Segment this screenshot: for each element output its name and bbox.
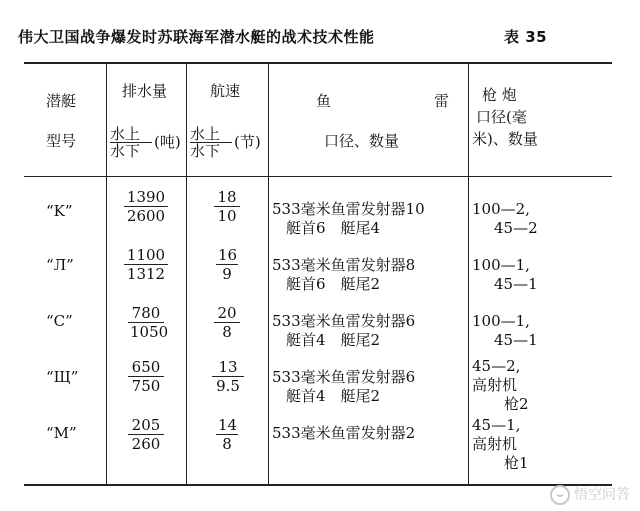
row-type: “Л” — [46, 256, 74, 274]
row-gun-line1: 45—1, — [472, 416, 521, 434]
header-speed-unit: (节) — [234, 133, 261, 151]
row-displacement — [128, 358, 164, 395]
row-displacement-submerged: 2600 — [126, 207, 166, 225]
watermark-text: 悟空问答 — [574, 487, 630, 503]
row-displacement — [128, 304, 169, 341]
row-gun-line3: 枪1 — [504, 454, 529, 472]
row-displacement-surface: 1390 — [124, 188, 168, 207]
header-displacement-fraction — [110, 125, 181, 160]
row-torpedo-line1: 533毫米鱼雷发射器10 — [272, 200, 425, 218]
column-divider — [106, 64, 107, 484]
row-speed-surface: 13 — [212, 358, 244, 377]
row-torpedo-line1: 533毫米鱼雷发射器6 — [272, 368, 416, 386]
header-torpedo-right: 雷 — [434, 92, 450, 110]
header-torpedo-left: 鱼 — [316, 92, 332, 110]
data-table — [24, 62, 612, 486]
header-displacement-surface: 水上 — [110, 126, 152, 143]
row-gun-line1: 100—1, — [472, 312, 530, 330]
row-gun-line2: 高射机 — [472, 435, 518, 453]
row-speed-submerged: 10 — [217, 207, 237, 225]
row-speed-submerged: 9 — [222, 265, 232, 283]
column-divider — [186, 64, 187, 484]
header-speed-surface: 水上 — [190, 126, 232, 143]
column-divider — [268, 64, 269, 484]
header-torpedo-sub: 口径、数量 — [324, 132, 400, 150]
row-displacement — [124, 246, 168, 283]
header-displacement: 排水量 — [122, 82, 168, 100]
row-displacement-surface: 205 — [128, 416, 164, 435]
row-displacement-surface: 1100 — [124, 246, 168, 265]
row-speed-surface: 14 — [218, 416, 238, 434]
row-torpedo-line1: 533毫米鱼雷发射器2 — [272, 424, 416, 442]
row-torpedo-line2: 艇首4 艇尾2 — [286, 331, 381, 349]
row-displacement — [124, 188, 168, 225]
row-speed-submerged: 8 — [222, 323, 232, 341]
row-gun-line1: 100—2, — [472, 200, 530, 218]
row-speed — [216, 246, 238, 283]
row-speed — [212, 358, 244, 395]
header-gun-line3: 米)、数量 — [472, 130, 538, 148]
row-displacement-submerged: 1312 — [126, 265, 166, 283]
row-torpedo-line2: 艇首6 艇尾2 — [286, 275, 381, 293]
row-displacement-submerged: 1050 — [130, 323, 169, 341]
row-speed-surface: 18 — [214, 188, 240, 207]
header-speed-submerged: 水下 — [190, 142, 221, 160]
row-displacement-surface: 780 — [128, 304, 164, 323]
row-speed-surface: 16 — [218, 246, 238, 264]
row-torpedo-line2: 艇首6 艇尾4 — [286, 219, 381, 237]
table-title: 伟大卫国战争爆发时苏联海军潜水艇的战术技术性能 — [18, 28, 375, 46]
row-speed-submerged: 8 — [222, 435, 232, 453]
header-type-line2: 型号 — [46, 132, 77, 150]
table-caption — [18, 26, 618, 47]
row-gun-line1: 45—2, — [472, 357, 521, 375]
header-displacement-unit: (吨) — [154, 133, 181, 151]
row-type: “C” — [46, 312, 73, 330]
header-displacement-submerged: 水下 — [110, 142, 141, 160]
table-number: 表 35 — [504, 28, 548, 46]
row-speed-surface: 20 — [214, 304, 240, 323]
row-displacement-submerged: 260 — [131, 435, 161, 453]
row-torpedo-line2: 艇首4 艇尾2 — [286, 387, 381, 405]
row-gun-line2: 45—1 — [494, 331, 538, 349]
row-speed — [214, 188, 240, 225]
header-type-line1: 潜艇 — [46, 92, 77, 110]
row-type: “M” — [46, 424, 77, 442]
column-divider — [468, 64, 469, 484]
row-displacement-submerged: 750 — [131, 377, 161, 395]
row-gun-line2: 高射机 — [472, 376, 518, 394]
watermark — [550, 484, 630, 505]
wukong-logo-icon — [550, 485, 570, 505]
row-torpedo-line1: 533毫米鱼雷发射器8 — [272, 256, 416, 274]
header-divider — [24, 176, 612, 177]
header-speed: 航速 — [210, 82, 241, 100]
row-gun-line2: 45—2 — [494, 219, 538, 237]
row-type: “K” — [46, 202, 73, 220]
row-speed-submerged: 9.5 — [216, 377, 240, 395]
header-gun-line2: 口径(毫 — [476, 108, 527, 126]
row-displacement-surface: 650 — [128, 358, 164, 377]
row-gun-line3: 枪2 — [504, 395, 529, 413]
row-torpedo-line1: 533毫米鱼雷发射器6 — [272, 312, 416, 330]
header-speed-fraction — [190, 125, 261, 160]
header-gun-line1: 枪 炮 — [482, 86, 517, 104]
row-type: “Щ” — [46, 368, 79, 386]
row-speed — [214, 304, 240, 341]
row-displacement — [128, 416, 164, 453]
row-gun-line2: 45—1 — [494, 275, 538, 293]
row-gun-line1: 100—1, — [472, 256, 530, 274]
row-speed — [216, 416, 238, 453]
